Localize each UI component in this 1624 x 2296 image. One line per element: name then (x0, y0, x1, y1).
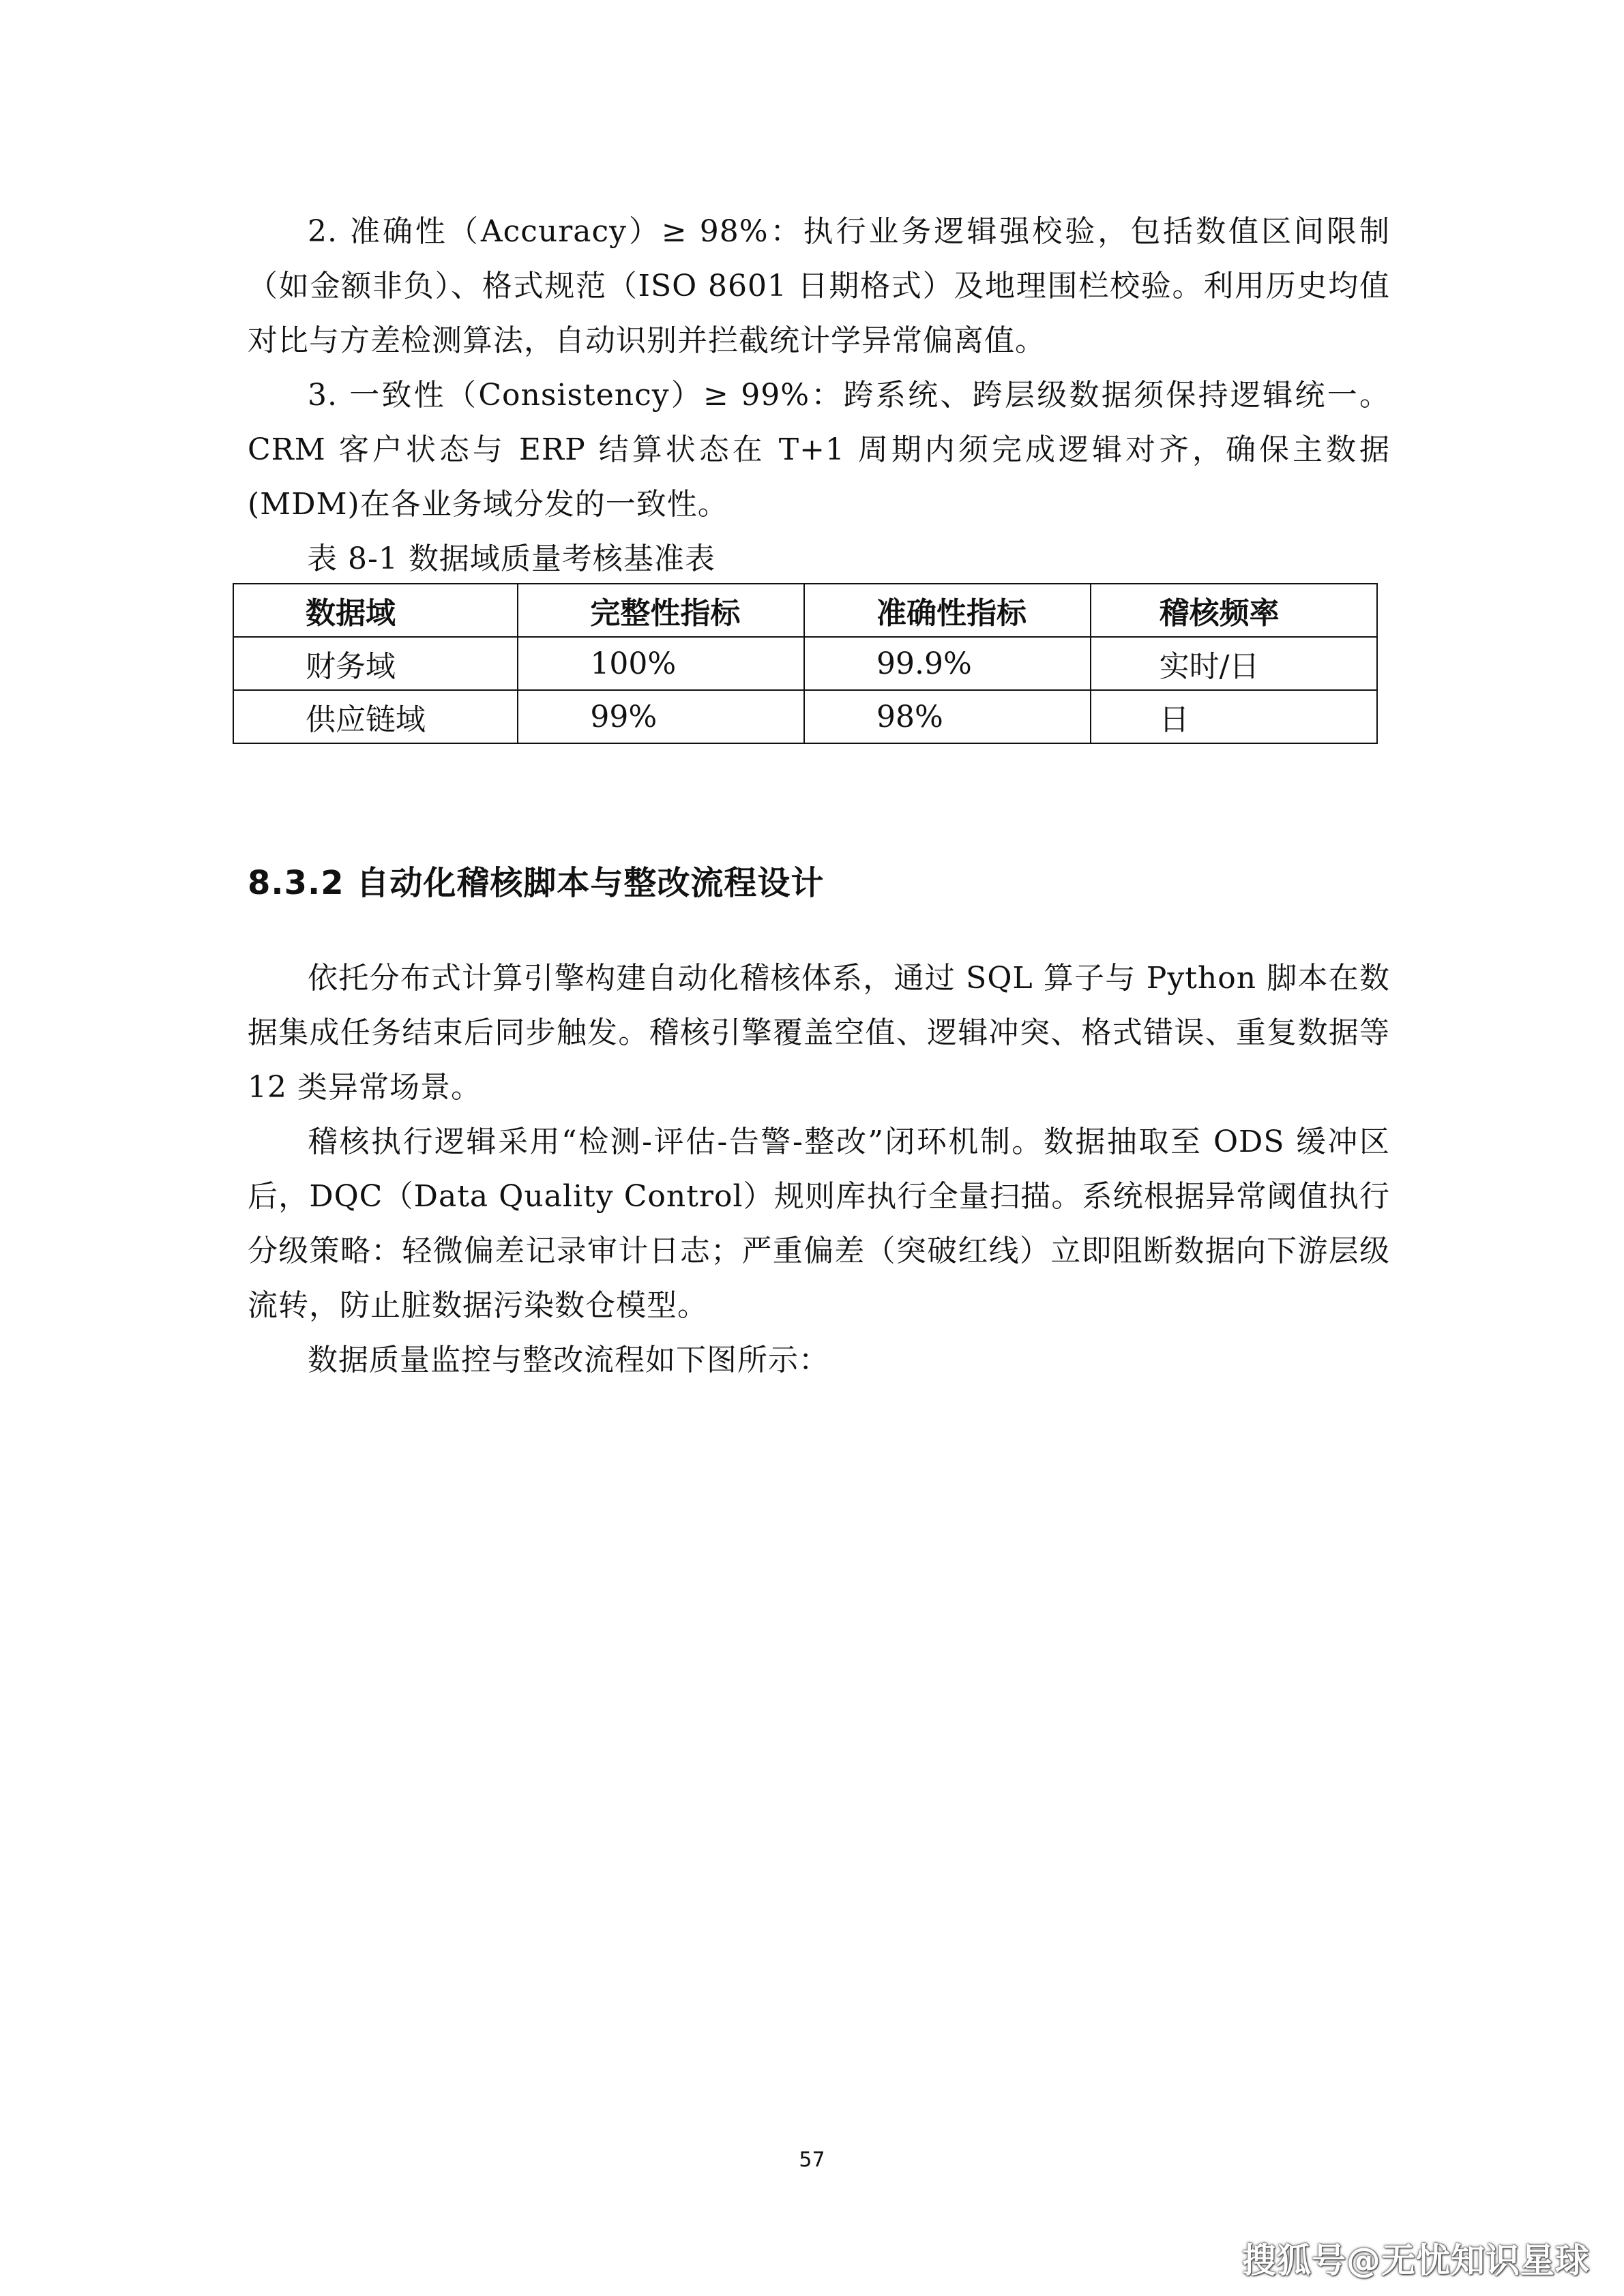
paragraph-engine: 依托分布式计算引擎构建自动化稽核体系，通过 SQL 算子与 Python 脚本在数据集成任务结束后同步触发。稽核引擎覆盖空值、逻辑冲突、格式错误、重复数据等 12 类异常场景。 (248, 961, 1390, 1105)
table-cell: 98% (804, 690, 1091, 743)
table-cell: 实时/日 (1091, 637, 1377, 690)
section-heading: 8.3.2 自动化稽核脚本与整改流程设计 (248, 864, 825, 902)
table-cell: 99% (518, 690, 804, 743)
paragraph-accuracy: 2. 准确性（Accuracy）≥ 98%：执行业务逻辑强校验，包括数值区间限制（如金额非负）、格式规范（ISO 8601 日期格式）及地理围栏校验。利用历史均值对比与方差检测算法，自动识别并拦截统计学异常偏离值。 (248, 214, 1390, 358)
table-header-row (233, 584, 1377, 637)
paragraph-logic: 稽核执行逻辑采用“检测-评估-告警-整改”闭环机制。数据抽取至 ODS 缓冲区后，DQC（Data Quality Control）规则库执行全量扫描。系统根据异常阈值执行分级策略：轻微偏差记录审计日志；严重偏差（突破红线）立即阻断数据向下游层级流转，防止脏数据污染数仓模型。 (248, 1124, 1390, 1323)
table-header-cell: 数据域 (233, 584, 518, 637)
table-cell: 99.9% (804, 637, 1091, 690)
paragraph-consistency: 3. 一致性（Consistency）≥ 99%：跨系统、跨层级数据须保持逻辑统一。CRM 客户状态与 ERP 结算状态在 T+1 周期内须完成逻辑对齐，确保主数据(MDM)在各业务域分发的一致性。 (248, 378, 1390, 522)
paragraph-figure-intro: 数据质量监控与整改流程如下图所示： (308, 1343, 829, 1377)
table-row (233, 690, 1377, 743)
table-caption: 表 8-1 数据域质量考核基准表 (307, 541, 715, 576)
table-cell: 日 (1091, 690, 1377, 743)
table-cell: 供应链域 (233, 690, 518, 743)
table-row (233, 637, 1377, 690)
table-header-cell: 稽核频率 (1091, 584, 1377, 637)
watermark: 搜狐号@无忧知识星球 (1242, 2241, 1590, 2280)
table-cell: 财务域 (233, 637, 518, 690)
quality-benchmark-table (233, 583, 1378, 744)
page-number: 57 (799, 2148, 825, 2172)
table-header-cell: 完整性指标 (518, 584, 804, 637)
table-cell: 100% (518, 637, 804, 690)
table-header-cell: 准确性指标 (804, 584, 1091, 637)
